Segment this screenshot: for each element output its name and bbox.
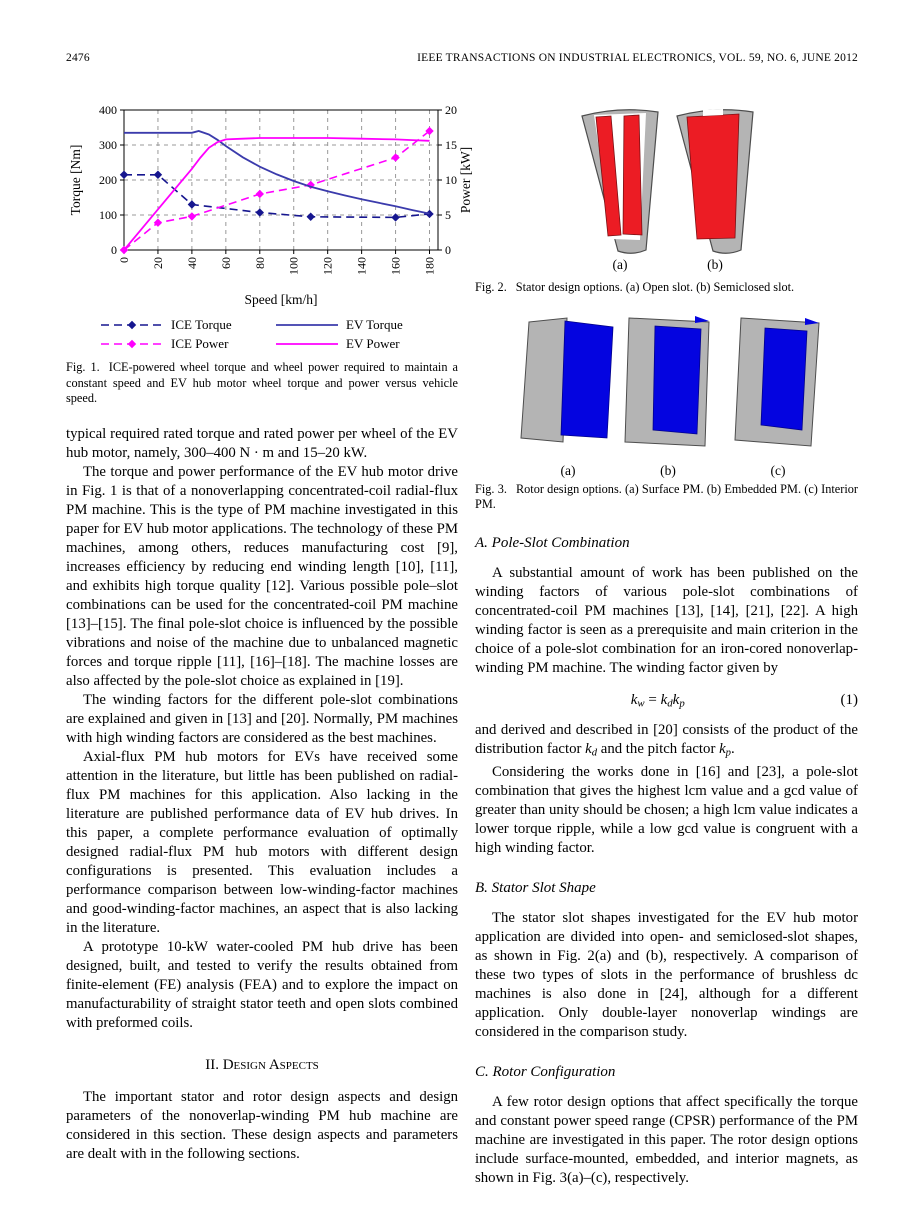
fig1-legend xyxy=(100,317,458,352)
fig2-label-b: (b) xyxy=(707,257,723,272)
paragraph: The torque and power performance of the EV hub motor drive in Fig. 1 is that of a nonoverlapping concentrated-coil radial-flux PM machine. This is the type of PM machine investigated in this paper for EV hub motor applications. The technology of these PM machines, among others, reduces manufacturing cost [9], increases efficiency by reducing end winding length [10], [11], and exhibits high torque quality [12]. Various possible pole–slot combinations can be used for the concentrated-coil PM machine [13]–[15]. The final pole-slot choice is influenced by the possible vibrations and noise of the machine due to unbalanced magnetic forces and torque ripple [11], [16]–[18]. The machine losses are also affected by the pole-slot choice as explained in [19]. xyxy=(66,463,458,689)
svg-text:100: 100 xyxy=(286,257,301,275)
svg-text:200: 200 xyxy=(99,173,117,187)
svg-text:15: 15 xyxy=(445,138,457,152)
paragraph: A substantial amount of work has been published on the winding factors of various pole-slot combinations of concentrated-coil PM machines [13], [14], [21], [22]. A high winding factor is seen as a prerequisite and main criterion in the choice of a pole-slot combination for an iron-cored nonoverlap-winding PM machine. The winding factor given by xyxy=(475,564,858,676)
right-column-text xyxy=(475,535,858,1188)
fig3-label-a: (a) xyxy=(560,462,576,478)
svg-text:100: 100 xyxy=(99,208,117,222)
fig2-caption xyxy=(475,280,858,296)
subsection-heading: B. Stator Slot Shape xyxy=(475,879,596,896)
legend-sample-solid-line xyxy=(275,319,339,331)
fig2-image xyxy=(475,102,858,254)
legend-label: EV Power xyxy=(346,336,400,351)
page-header xyxy=(66,52,858,64)
subsection-heading: C. Rotor Configuration xyxy=(475,1063,616,1080)
legend-label: EV Torque xyxy=(346,317,403,332)
svg-text:400: 400 xyxy=(99,103,117,117)
svg-text:0: 0 xyxy=(111,243,117,257)
equation-number: (1) xyxy=(840,691,858,708)
svg-text:20: 20 xyxy=(445,103,457,117)
svg-text:Torque [Nm]: Torque [Nm] xyxy=(68,144,83,216)
paragraph: typical required rated torque and rated power per wheel of the EV hub motor, namely, 300–400 N · m and 15–20 kW. xyxy=(66,425,458,461)
legend-sample-dashed-line xyxy=(100,319,164,331)
fig3-label-c: (c) xyxy=(770,462,786,478)
section-heading: II. Design Aspects xyxy=(205,1056,319,1073)
svg-text:300: 300 xyxy=(99,138,117,152)
legend-label: ICE Torque xyxy=(171,317,232,332)
right-column xyxy=(475,96,858,1188)
fig1-caption xyxy=(66,360,458,407)
svg-text:0: 0 xyxy=(445,243,451,257)
paragraph: The important stator and rotor design aspects and design parameters of the nonoverlap-winding PM hub machine are considered in this section. These design aspects and parameters are dealt with in the following sections. xyxy=(66,1088,458,1162)
paragraph: and derived and described in [20] consists of the product of the distribution factor kd and the pitch factor kp. xyxy=(475,722,858,759)
left-column xyxy=(66,96,473,1164)
fig3-caption xyxy=(475,482,858,513)
svg-text:40: 40 xyxy=(184,257,199,269)
paragraph: A prototype 10-kW water-cooled PM hub drive has been designed, built, and tested to verify the results obtained from finite-element (FE) analysis (FEA) and to explore the impact on manufacturability of straight stator teeth and open slots combined with preformed coils. xyxy=(66,938,458,1031)
paragraph: The stator slot shapes investigated for the EV hub motor application are divided into open- and semiclosed-slot shapes, as shown in Fig. 2(a) and (b), respectively. A comparison of these two types of slots in the performance of brushless dc machines is also done in [24], although for a different application. Only double-layer nonoverlap windings are considered in the comparison study. xyxy=(475,909,858,1040)
legend-item xyxy=(275,336,450,352)
fig1-caption-text: ICE-powered wheel torque and wheel power required to maintain a constant speed and EV hub motor wheel torque and power versus vehicle speed. xyxy=(66,360,458,405)
fig3-caption-label: Fig. 3. xyxy=(475,481,507,496)
svg-text:20: 20 xyxy=(150,257,165,269)
paragraph: Considering the works done in [16] and [23], a pole-slot combination that gives the highest lcm value and a gcd value of greater than unity should be chosen; a high lcm value indicates a lower torque ripple, while a low gcd value is congruent with a high winding factor. xyxy=(475,763,858,856)
paragraph: The winding factors for the different pole-slot combinations are explained and given in [13] and [20]. Normally, PM machines with high winding factors are considered as the best machines. xyxy=(66,691,458,746)
fig3-interior-pm-shape xyxy=(735,318,819,446)
svg-text:160: 160 xyxy=(388,257,403,275)
equation-body: kw = kdkp xyxy=(630,691,685,710)
svg-text:0: 0 xyxy=(117,257,131,263)
fig3-caption-text: Rotor design options. (a) Surface PM. (b) Embedded PM. (c) Interior PM. xyxy=(475,481,858,511)
legend-item xyxy=(275,317,450,333)
fig2-open-slot-shape xyxy=(582,110,658,254)
fig3-image xyxy=(475,312,858,460)
svg-text:5: 5 xyxy=(445,208,451,222)
legend-sample-dashed-line xyxy=(100,338,164,350)
figure-2 xyxy=(475,102,858,296)
fig2-caption-text: Stator design options. (a) Open slot. (b) Semiclosed slot. xyxy=(515,280,795,294)
fig3-embedded-pm-shape xyxy=(625,316,709,446)
legend-item xyxy=(100,317,275,333)
fig1-caption-label: Fig. 1. xyxy=(66,360,100,374)
svg-text:120: 120 xyxy=(320,257,335,275)
paragraph: A few rotor design options that affect specifically the torque and constant power speed range (CPSR) performance of the PM machine are investigated in this paper. The rotor design options include surface-mounted, embedded, and interior magnets, as shown in Fig. 3(a)–(c), respectively. xyxy=(475,1093,858,1186)
journal-title: IEEE TRANSACTIONS ON INDUSTRIAL ELECTRONICS, VOL. 59, NO. 6, JUNE 2012 xyxy=(417,52,858,64)
fig3-surface-pm-shape xyxy=(521,318,613,442)
fig1-chart xyxy=(66,98,478,313)
fig3-label-b: (b) xyxy=(660,462,676,478)
equation xyxy=(475,692,858,710)
subsection-heading: A. Pole-Slot Combination xyxy=(475,534,630,551)
svg-text:80: 80 xyxy=(252,257,267,269)
legend-item xyxy=(100,336,275,352)
fig2-caption-label: Fig. 2. xyxy=(475,280,507,294)
page-number: 2476 xyxy=(66,52,90,64)
fig2-label-a: (a) xyxy=(612,257,628,272)
legend-sample-solid-line xyxy=(275,338,339,350)
svg-text:Speed [km/h]: Speed [km/h] xyxy=(244,292,318,307)
left-column-text xyxy=(66,425,458,1164)
svg-text:140: 140 xyxy=(354,257,369,275)
svg-text:10: 10 xyxy=(445,173,457,187)
paragraph: Axial-flux PM hub motors for EVs have received some attention in the literature, but little has been published on radial-flux PM machines for this application. Also lacking in the literature are published performance data of EV hub drives. In this paper, a complete performance evaluation of optimally designed radial-flux PM hub motors with different design configurations is presented. This evaluation includes a performance comparison between low-winding-factor machines and good-winding-factor machines, an aspect that is also lacking in the literature. xyxy=(66,748,458,936)
svg-text:60: 60 xyxy=(218,257,233,269)
figure-3 xyxy=(475,312,858,513)
figure-1 xyxy=(66,98,473,407)
svg-text:Power [kW]: Power [kW] xyxy=(458,146,473,214)
svg-text:180: 180 xyxy=(422,257,437,275)
fig2-semiclosed-slot-shape xyxy=(677,109,753,253)
legend-label: ICE Power xyxy=(171,336,229,351)
